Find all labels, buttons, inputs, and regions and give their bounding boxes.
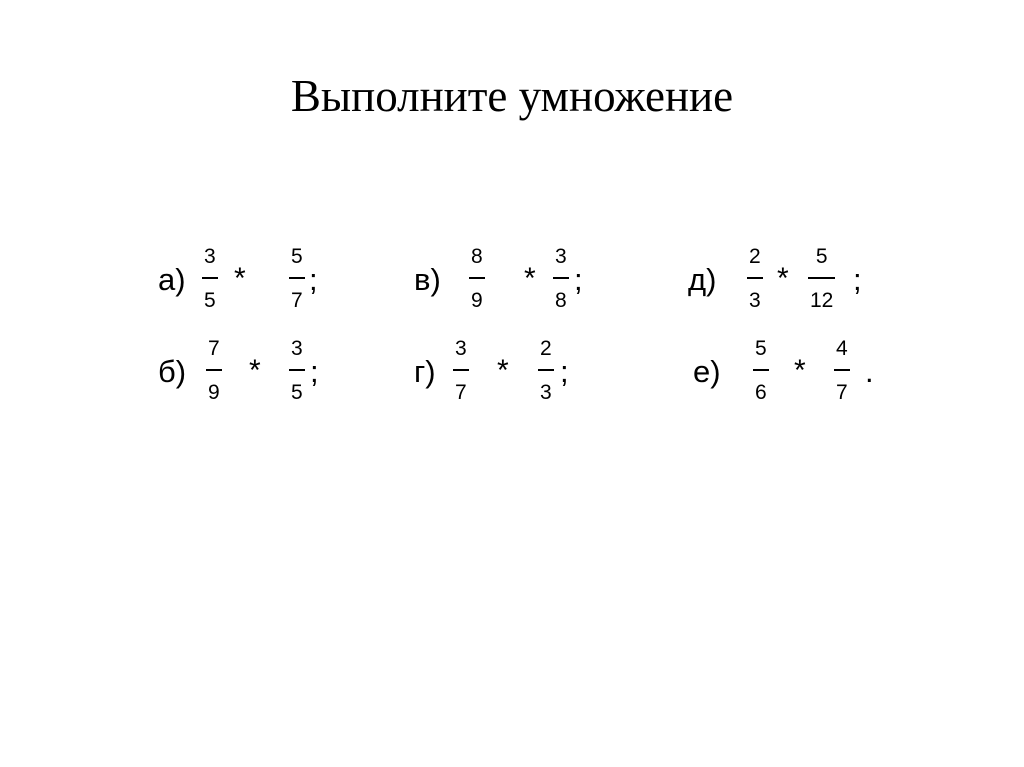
numerator: 4 (836, 337, 848, 360)
denominator: 7 (291, 289, 303, 312)
terminator: ; (309, 262, 318, 297)
terminator: . (865, 354, 874, 389)
fraction-bar (289, 369, 305, 371)
multiply-sign: * (234, 262, 246, 295)
fraction-right (289, 337, 305, 405)
numerator: 2 (540, 337, 552, 360)
fraction-bar (206, 369, 222, 371)
fraction-right (289, 245, 305, 313)
fraction-left (469, 245, 485, 313)
numerator: 2 (749, 245, 761, 268)
denominator: 12 (810, 289, 834, 312)
fraction-left (202, 245, 218, 313)
terminator: ; (574, 262, 583, 297)
exercise-label: в) (414, 262, 441, 297)
denominator: 9 (471, 289, 483, 312)
fraction-left (747, 245, 763, 313)
multiply-sign: * (249, 354, 261, 387)
multiply-sign: * (524, 262, 536, 295)
denominator: 9 (208, 381, 220, 404)
exercise-label: г) (414, 354, 436, 389)
fraction-bar (753, 369, 769, 371)
fraction-right (553, 245, 569, 313)
slide-title: Выполните умножение (290, 71, 734, 121)
fraction-bar (747, 277, 763, 279)
fraction-bar (553, 277, 569, 279)
fraction-bar (538, 369, 554, 371)
fraction-left (453, 337, 469, 405)
fraction-right (538, 337, 554, 405)
exercise-label: е) (693, 354, 721, 389)
numerator: 7 (208, 337, 220, 360)
numerator: 3 (555, 245, 567, 268)
fraction-right (808, 245, 835, 313)
multiply-sign: * (777, 262, 789, 295)
fraction-bar (202, 277, 218, 279)
exercise-label: д) (688, 262, 717, 297)
numerator: 3 (204, 245, 216, 268)
denominator: 7 (455, 381, 467, 404)
fraction-left (753, 337, 769, 405)
numerator: 3 (455, 337, 467, 360)
numerator: 5 (815, 245, 828, 268)
numerator: 8 (471, 245, 483, 268)
numerator: 5 (291, 245, 303, 268)
fraction-bar (453, 369, 469, 371)
denominator: 3 (540, 381, 552, 404)
denominator: 7 (836, 381, 848, 404)
fraction-right (834, 337, 850, 405)
denominator: 5 (204, 289, 216, 312)
numerator: 3 (291, 337, 303, 360)
fraction-bar (808, 277, 835, 279)
denominator: 3 (749, 289, 761, 312)
exercise-label: б) (158, 354, 187, 389)
fraction-left (206, 337, 222, 405)
fraction-bar (289, 277, 305, 279)
exercise-label: а) (158, 262, 186, 297)
denominator: 5 (291, 381, 303, 404)
fraction-bar (834, 369, 850, 371)
terminator: ; (310, 354, 319, 389)
terminator: ; (853, 262, 862, 297)
denominator: 8 (555, 289, 567, 312)
fraction-bar (469, 277, 485, 279)
denominator: 6 (755, 381, 767, 404)
multiply-sign: * (497, 354, 509, 387)
terminator: ; (560, 354, 569, 389)
numerator: 5 (755, 337, 767, 360)
multiply-sign: * (794, 354, 806, 387)
